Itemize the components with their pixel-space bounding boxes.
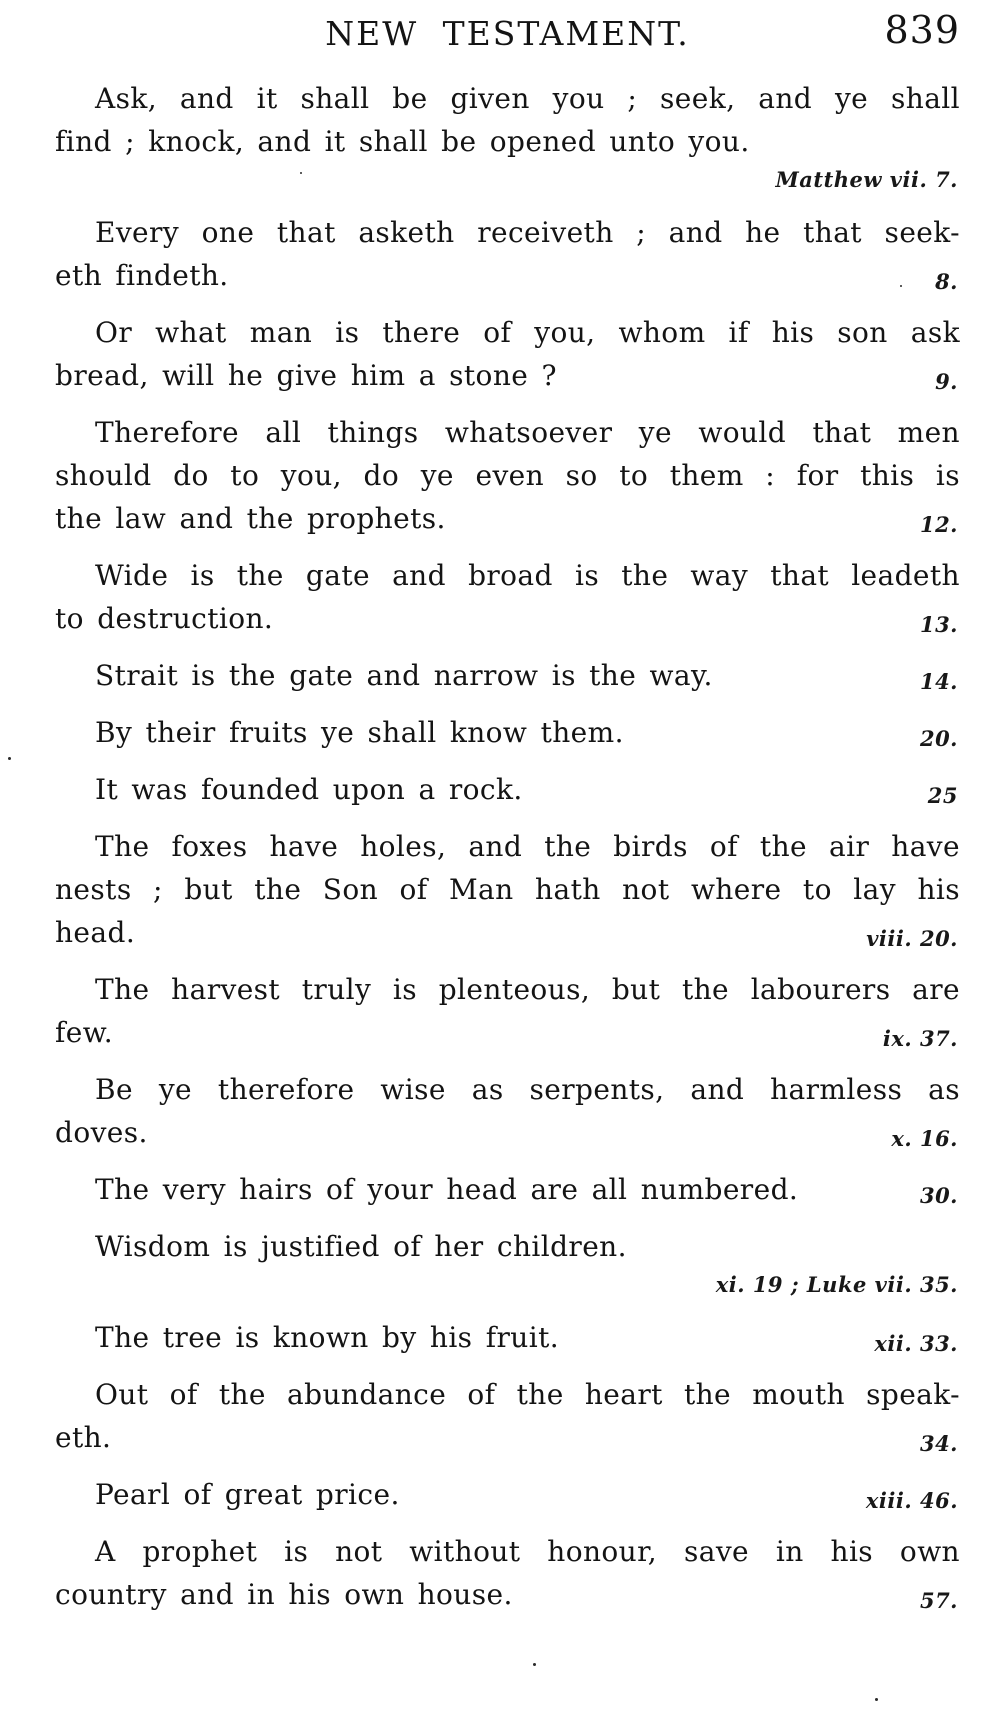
verse-reference: 34. [919, 1431, 958, 1456]
quote-line: Strait is the gate and narrow is the way. [95, 659, 713, 692]
scripture-entry [55, 711, 960, 754]
quote-line: It was founded upon a rock. [95, 773, 523, 806]
scripture-entry [55, 1068, 960, 1154]
scripture-entry [55, 825, 960, 954]
verse-reference: 8. [935, 269, 958, 294]
verse-reference: Matthew vii. 7. [775, 167, 958, 192]
quote-line: Or what man is there of you, whom if his son ask [95, 316, 960, 349]
verse-reference: 14. [919, 669, 958, 694]
quote-line: eth. [55, 1421, 112, 1454]
quote-line: Wide is the gate and broad is the way that leadeth [95, 559, 960, 592]
verse-reference: xiii. 46. [865, 1488, 958, 1513]
quote-line: to destruction. [55, 602, 274, 635]
quote-line: bread, will he give him a stone ? [55, 359, 557, 392]
quote-line: By their fruits ye shall know them. [95, 716, 624, 749]
scan-speck [8, 757, 11, 760]
quote-line: A prophet is not without honour, save in his own [95, 1535, 960, 1568]
quote-line: should do to you, do ye even so to them : for this is [55, 459, 960, 492]
quote-line: Every one that asketh receiveth ; and he that seek- [95, 216, 960, 249]
scripture-entry [55, 1530, 960, 1616]
scripture-entry [55, 311, 960, 397]
quote-line: The tree is known by his fruit. [95, 1321, 560, 1354]
scripture-entry [55, 554, 960, 640]
quote-line: Be ye therefore wise as serpents, and harmless as [95, 1073, 960, 1106]
scripture-entry [55, 1225, 960, 1302]
scan-speck [875, 1698, 878, 1701]
page-title: NEW TESTAMENT. [325, 14, 690, 53]
verse-reference: 57. [919, 1588, 958, 1613]
scripture-entry [55, 1473, 960, 1516]
quote-line: Pearl of great price. [95, 1478, 400, 1511]
scripture-entry [55, 1373, 960, 1459]
verse-reference: xi. 19 ; Luke vii. 35. [715, 1272, 958, 1297]
scripture-entry [55, 1316, 960, 1359]
entries [55, 77, 960, 1616]
quote-line: Ask, and it shall be given you ; seek, and ye shall [95, 82, 960, 115]
quote-line: nests ; but the Son of Man hath not where to lay his [55, 873, 960, 906]
verse-reference: ix. 37. [882, 1026, 958, 1051]
quote-line: The harvest truly is plenteous, but the labourers are [95, 973, 960, 1006]
quote-line: Therefore all things whatsoever ye would that men [95, 416, 960, 449]
verse-reference: 12. [919, 512, 958, 537]
scripture-entry [55, 411, 960, 540]
quote-line: few. [55, 1016, 114, 1049]
scripture-entry [55, 1168, 960, 1211]
quote-line: Out of the abundance of the heart the mouth speak- [95, 1378, 960, 1411]
quote-line: Wisdom is justified of her children. [95, 1230, 627, 1263]
quote-line: the law and the prophets. [55, 502, 446, 535]
verse-reference: 20. [919, 726, 958, 751]
scripture-entry [55, 768, 960, 811]
verse-reference: 30. [919, 1183, 958, 1208]
scripture-entry [55, 211, 960, 297]
verse-reference: 9. [935, 369, 958, 394]
quote-line: The foxes have holes, and the birds of the air have [95, 830, 960, 863]
verse-reference: xii. 33. [874, 1331, 958, 1356]
scripture-entry [55, 77, 960, 197]
quote-line: country and in his own house. [55, 1578, 513, 1611]
verse-reference: viii. 20. [866, 926, 958, 951]
page-number: 839 [884, 8, 960, 52]
scan-speck [300, 172, 302, 174]
scripture-entry [55, 654, 960, 697]
quote-line: find ; knock, and it shall be opened unto you. [55, 125, 750, 158]
quote-line: doves. [55, 1116, 148, 1149]
quote-line: head. [55, 916, 136, 949]
scan-speck [533, 1663, 536, 1666]
quote-line: eth findeth. [55, 259, 229, 292]
scan-speck [900, 285, 902, 287]
verse-reference: x. 16. [891, 1126, 958, 1151]
quote-line: The very hairs of your head are all numbered. [95, 1173, 799, 1206]
scripture-entry [55, 968, 960, 1054]
verse-reference: 13. [919, 612, 958, 637]
page-body [55, 0, 960, 1630]
verse-reference: 25 [927, 783, 958, 808]
